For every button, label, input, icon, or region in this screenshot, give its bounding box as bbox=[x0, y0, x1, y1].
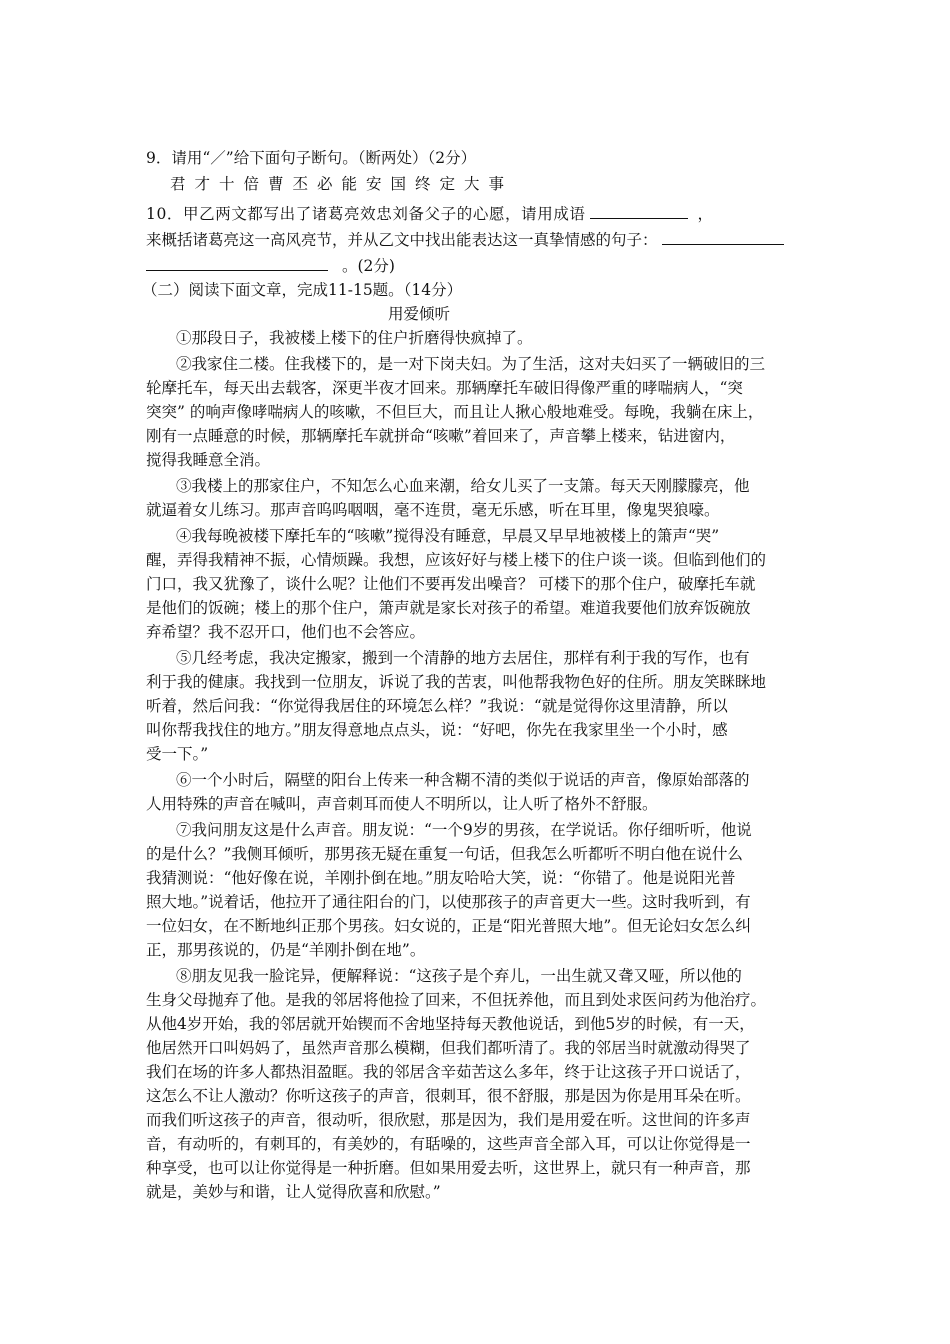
article-line: ⑧朋友见我一脸诧异，便解释说：“这孩子是个弃儿，一出生就又聋又哑，所以他的 bbox=[176, 967, 742, 985]
article-line: 叫你帮我找住的地方。”朋友得意地点点头，说：“好吧，你先在我家里坐一个小时，感 bbox=[146, 721, 728, 739]
article-line: 我猜测说：“他好像在说，羊刚扑倒在地。”朋友哈哈大笑，说：“你错了。他是说阳光普 bbox=[146, 869, 736, 887]
article-line: 听着，然后问我：“你觉得我居住的环境怎么样？”我说：“就是觉得你这里清静，所以 bbox=[146, 697, 728, 715]
article-line: 而我们听这孩子的声音，很动听，很欣慰，那是因为，我们是用爱在听。这世间的许多声 bbox=[146, 1111, 751, 1129]
article-line: 一位妇女，在不断地纠正那个男孩。妇女说的，正是“阳光普照大地”。但无论妇女怎么纠 bbox=[146, 917, 751, 935]
article-line: 这怎么不让人激动？你听这孩子的声音，很刺耳，很不舒服，那是因为你是用耳朵在听。 bbox=[146, 1087, 751, 1105]
article-line: 就是，美妙与和谐，让人觉得欣喜和欣慰。” bbox=[146, 1183, 441, 1201]
article-line: ⑦我问朋友这是什么声音。朋友说：“一个9岁的男孩，在学说话。你仔细听听，他说 bbox=[176, 821, 752, 839]
article-line: 轮摩托车，每天出去载客，深更半夜才回来。那辆摩托车破旧得像严重的哮喘病人，“突 bbox=[146, 379, 743, 397]
article-line: ⑥一个小时后，隔壁的阳台上传来一种含糊不清的类似于说话的声音，像原始部落的 bbox=[176, 771, 750, 789]
article-line: 受一下。” bbox=[146, 745, 209, 763]
question-10-line-1 bbox=[146, 202, 714, 224]
article-line: 人用特殊的声音在喊叫，声音刺耳而使人不明所以，让人听了格外不舒服。 bbox=[146, 795, 658, 813]
article-line: 我们在场的许多人都热泪盈眶。我的邻居含辛茹苦这么多年，终于让这孩子开口说话了， bbox=[146, 1063, 751, 1081]
question-10-points: 。(2分) bbox=[342, 257, 395, 275]
section-2-heading: （二）阅读下面文章，完成11-15题。（14分） bbox=[142, 281, 463, 299]
question-10-line-3 bbox=[146, 254, 395, 276]
article-line: ④我每晚被楼下摩托车的“咳嗽”搅得没有睡意，早晨又早早地被楼上的箫声“哭” bbox=[176, 527, 720, 545]
article-line: 音，有动听的，有刺耳的，有美妙的，有聒噪的，这些声音全部入耳，可以让你觉得是一 bbox=[146, 1135, 751, 1153]
article-line: 醒，弄得我精神不振，心情烦躁。我想，应该好好与楼上楼下的住户谈一谈。但临到他们的 bbox=[146, 551, 767, 569]
article-line: 刚有一点睡意的时候，那辆摩托车就拼命“咳嗽”着回来了，声音攀上楼来，钻进窗内， bbox=[146, 427, 736, 445]
article-line: ③我楼上的那家住户，不知怎么心血来潮，给女儿买了一支箫。每天天刚朦朦亮，他 bbox=[176, 477, 750, 495]
question-9-sentence: 君才十倍曹丕必能安国终定大事 bbox=[170, 175, 514, 193]
question-10-text-2: 来概括诸葛亮这一高风亮节，并从乙文中找出能表达这一真挚情感的句子： bbox=[146, 231, 658, 249]
question-10-text-1: 10．甲乙两文都写出了诸葛亮效忠刘备父子的心愿，请用成语 bbox=[146, 205, 586, 223]
question-9: 9．请用“／”给下面句子断句。（断两处）（2分） bbox=[146, 149, 477, 167]
article-line: 就逼着女儿练习。那声音呜呜咽咽，毫不连贯，毫无乐感，听在耳里，像鬼哭狼嚎。 bbox=[146, 501, 720, 519]
article-line: 突突” 的响声像哮喘病人的咳嗽，不但巨大，而且让人揪心般地难受。每晚，我躺在床上， bbox=[146, 403, 764, 421]
article-line: 种享受，也可以让你觉得是一种折磨。但如果用爱去听，这世界上，就只有一种声音，那 bbox=[146, 1159, 751, 1177]
article-line: 弃希望？我不忍开口，他们也不会答应。 bbox=[146, 623, 426, 641]
answer-blank-idiom[interactable] bbox=[590, 202, 688, 219]
article-line: 搅得我睡意全消。 bbox=[146, 451, 271, 469]
answer-blank-sentence-2[interactable] bbox=[146, 254, 328, 271]
article-line: ⑤几经考虑，我决定搬家，搬到一个清静的地方去居住，那样有利于我的写作，也有 bbox=[176, 649, 750, 667]
article-line: 从他4岁开始，我的邻居就开始锲而不舍地坚持每天教他说话，到他5岁的时候，有一天， bbox=[146, 1015, 755, 1033]
question-10-line-2 bbox=[146, 228, 784, 250]
article-line: ②我家住二楼。住我楼下的，是一对下岗夫妇。为了生活，这对夫妇买了一辆破旧的三 bbox=[176, 355, 766, 373]
article-line: 他居然开口叫妈妈了，虽然声音那么模糊，但我们都听清了。我的邻居当时就激动得哭了 bbox=[146, 1039, 751, 1057]
article-line: ①那段日子，我被楼上楼下的住户折磨得快疯掉了。 bbox=[176, 329, 533, 347]
article-line: 照大地。”说着话，他拉开了通往阳台的门，以使那孩子的声音更大一些。这时我听到，有 bbox=[146, 893, 751, 911]
article-line: 是他们的饭碗；楼上的那个住户，箫声就是家长对孩子的希望。难道我要他们放弃饭碗放 bbox=[146, 599, 751, 617]
article-line: 的是什么？”我侧耳倾听，那男孩无疑在重复一句话，但我怎么听都听不明白他在说什么 bbox=[146, 845, 743, 863]
article-line: 生身父母抛弃了他。是我的邻居将他捡了回来，不但抚养他，而且到处求医问药为他治疗。 bbox=[146, 991, 767, 1009]
article-title: 用爱倾听 bbox=[388, 305, 451, 323]
article-line: 门口，我又犹豫了，谈什么呢？让他们不要再发出噪音？ 可楼下的那个住户，破摩托车就 bbox=[146, 575, 756, 593]
article-line: 正，那男孩说的，仍是“羊刚扑倒在地”。 bbox=[146, 941, 426, 959]
answer-blank-sentence-1[interactable] bbox=[662, 228, 784, 245]
question-10-comma: ， bbox=[697, 205, 714, 223]
article-line: 利于我的健康。我找到一位朋友，诉说了我的苦衷，叫他帮我物色好的住所。朋友笑眯眯地 bbox=[146, 673, 767, 691]
